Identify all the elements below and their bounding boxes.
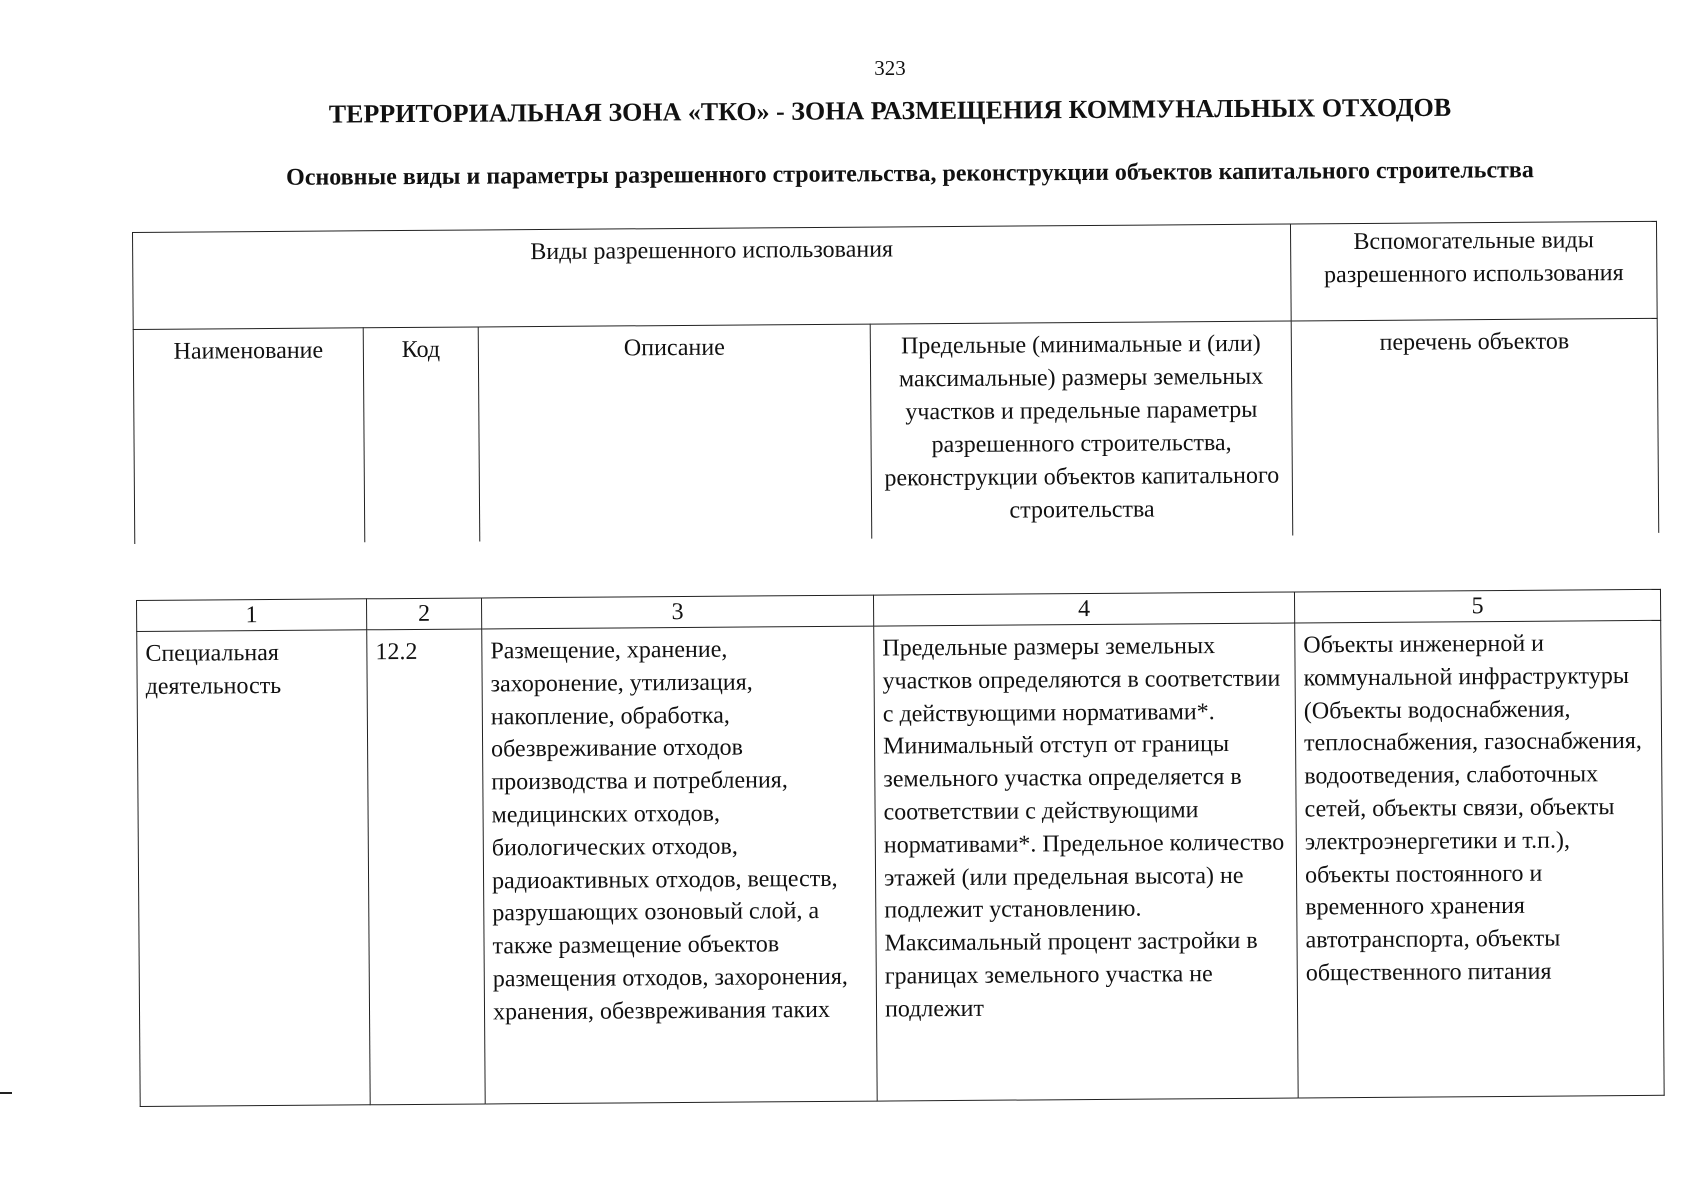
column-header-description: Описание (478, 324, 872, 541)
table-row (137, 620, 1664, 1106)
auxiliary-use-header: Вспомогательные виды разрешенного использования (1291, 221, 1658, 321)
column-number: 2 (366, 598, 481, 630)
auxiliary-objects: Объекты инженерной и коммунальной инфраструктуры (Объекты водоснабжения, теплоснабжения, газоснабжения, водоотведения, слаботочных сетей, объекты связи, объекты электроэнергетики и т.п.), объекты постоянного и временного хранения автотранспорта, объекты общественного питания (1295, 620, 1664, 1098)
column-header-name: Наименование (133, 328, 365, 544)
column-header-parameters: Предельные (минимальные и (или) максимальные) размеры земельных участков и предельные параметры разрешенного строительства, реконструкции объектов капитального строительства (870, 321, 1293, 539)
margin-mark (0, 1092, 12, 1094)
column-number: 4 (873, 592, 1294, 626)
header-table (132, 221, 1659, 544)
column-header-code: Код (363, 327, 480, 542)
column-number: 1 (137, 599, 367, 632)
permitted-use-group-header: Виды разрешенного использования (133, 224, 1292, 329)
column-number: 5 (1294, 589, 1660, 623)
column-header-objects-list: перечень объектов (1291, 318, 1659, 535)
use-parameters: Предельные размеры земельных участков определяются в соответствии с действующими нормативами*. Минимальный отступ от границы земельного участка определяется в соответствии с действующими нормативами*. Предельное количество этажей (или предельная высота) не подлежит установлению. Максимальный процент застройки в границах земельного участка не подлежит (874, 623, 1298, 1101)
zone-title: ТЕРРИТОРИАЛЬНАЯ ЗОНА «ТКО» - ЗОНА РАЗМЕЩЕНИЯ КОММУНАЛЬНЫХ ОТХОДОВ (328, 92, 1452, 129)
column-number: 3 (481, 595, 873, 629)
section-subtitle: Основные виды и параметры разрешенного строительства, реконструкции объектов капитального строительства (286, 157, 1534, 191)
use-name: Специальная деятельность (137, 630, 370, 1107)
use-code: 12.2 (367, 629, 485, 1105)
body-table (136, 589, 1665, 1107)
page-number: 323 (874, 56, 906, 80)
use-description: Размещение, хранение, захоронение, утилизация, накопление, обработка, обезвреживание отходов производства и потребления, медицинских отходов, биологических отходов, радиоактивных отходов, веществ, разрушающих озоновый слой, а также размещение объектов размещения отходов, захоронения, хранения, обезвреживания таких (482, 626, 877, 1104)
